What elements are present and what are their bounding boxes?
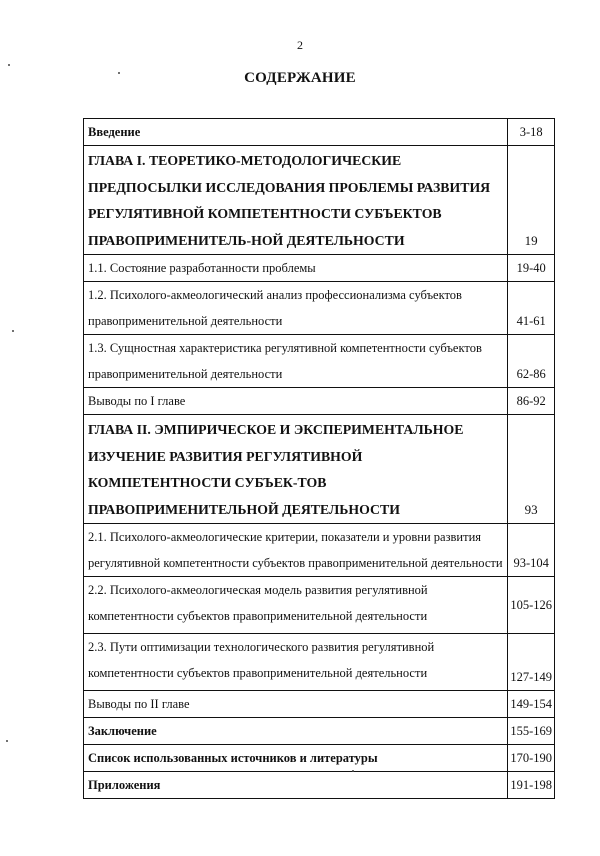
toc-entry-pages: 155-169 <box>508 718 555 745</box>
scan-speck <box>8 64 10 66</box>
toc-entry-pages: 191-198 <box>508 772 555 799</box>
toc-entry-text: 1.3. Сущностная характеристика регулятивной компетентности субъектов правоприменительной деятельности <box>84 335 508 388</box>
page-title: СОДЕРЖАНИЕ <box>244 70 356 86</box>
toc-entry-text: Список использованных источников и литературы <box>84 745 508 772</box>
toc-row-conclusion <box>84 718 555 745</box>
toc-entry-pages: 93-104 <box>508 524 555 577</box>
toc-entry-text: 2.1. Психолого-акмеологические критерии, показатели и уровни развития регулятивной компетентности субъектов правоприменительной деятельности <box>84 524 508 577</box>
toc-entry-text: ГЛАВА II. ЭМПИРИЧЕСКОЕ И ЭКСПЕРИМЕНТАЛЬНОЕ ИЗУЧЕНИЕ РАЗВИТИЯ РЕГУЛЯТИВНОЙ КОМПЕТЕНТНОСТИ СУБЪЕК-ТОВ ПРАВОПРИМЕНИТЕЛЬНОЙ ДЕЯТЕЛЬНОСТИ <box>84 415 508 524</box>
toc-row-conclusions-1 <box>84 388 555 415</box>
toc-row-chapter-1 <box>84 146 555 255</box>
toc-row-chapter-2 <box>84 415 555 524</box>
toc-entry-pages: 41-61 <box>508 282 555 335</box>
toc-entry-text: 1.2. Психолого-акмеологический анализ профессионализма субъектов правоприменительной деятельности <box>84 282 508 335</box>
toc-entry-text: 2.3. Пути оптимизации технологического развития регулятивной компетентности субъектов правоприменительной деятельности <box>84 634 508 691</box>
toc-entry-pages: 127-149 <box>508 634 555 691</box>
toc-entry-pages: 19-40 <box>508 255 555 282</box>
toc-row-2-1 <box>84 524 555 577</box>
toc-entry-pages: 19 <box>508 146 555 255</box>
toc-entry-text: Выводы по I главе <box>84 388 508 415</box>
scan-speck <box>118 72 120 74</box>
toc-row-conclusions-2 <box>84 691 555 718</box>
toc-entry-pages: 149-154 <box>508 691 555 718</box>
toc-row-2-3 <box>84 634 555 691</box>
toc-row-references <box>84 745 555 772</box>
scan-speck <box>12 330 14 332</box>
toc-entry-pages: 62-86 <box>508 335 555 388</box>
scan-speck <box>6 740 8 742</box>
toc-row-1-1 <box>84 255 555 282</box>
toc-entry-pages: 105-126 <box>508 577 555 634</box>
toc-entry-text: Заключение <box>84 718 508 745</box>
toc-entry-text: Приложения <box>84 772 508 799</box>
toc-row-2-2 <box>84 577 555 634</box>
toc-row-appendices <box>84 772 555 799</box>
toc-entry-pages: 170-190 <box>508 745 555 772</box>
toc-entry-pages: 3-18 <box>508 119 555 146</box>
toc-entry-pages: 93 <box>508 415 555 524</box>
toc-entry-text: ГЛАВА I. ТЕОРЕТИКО-МЕТОДОЛОГИЧЕСКИЕ ПРЕДПОСЫЛКИ ИССЛЕДОВАНИЯ ПРОБЛЕМЫ РАЗВИТИЯ РЕГУЛЯТИВНОЙ КОМПЕТЕНТНОСТИ СУБЪЕКТОВ ПРАВОПРИМЕНИТЕЛЬ-НОЙ ДЕЯТЕЛЬНОСТИ <box>84 146 508 255</box>
toc-entry-pages: 86-92 <box>508 388 555 415</box>
toc-row-1-2 <box>84 282 555 335</box>
toc-row-1-3 <box>84 335 555 388</box>
toc-entry-text: 2.2. Психолого-акмеологическая модель развития регулятивной компетентности субъектов правоприменительной деятельности <box>84 577 508 634</box>
toc-row-introduction <box>84 119 555 146</box>
scan-speck <box>352 770 354 772</box>
table-of-contents <box>83 118 555 799</box>
page-number: 2 <box>297 38 303 52</box>
toc-entry-text: Выводы по II главе <box>84 691 508 718</box>
toc-entry-text: Введение <box>84 119 508 146</box>
toc-entry-text: 1.1. Состояние разработанности проблемы <box>84 255 508 282</box>
